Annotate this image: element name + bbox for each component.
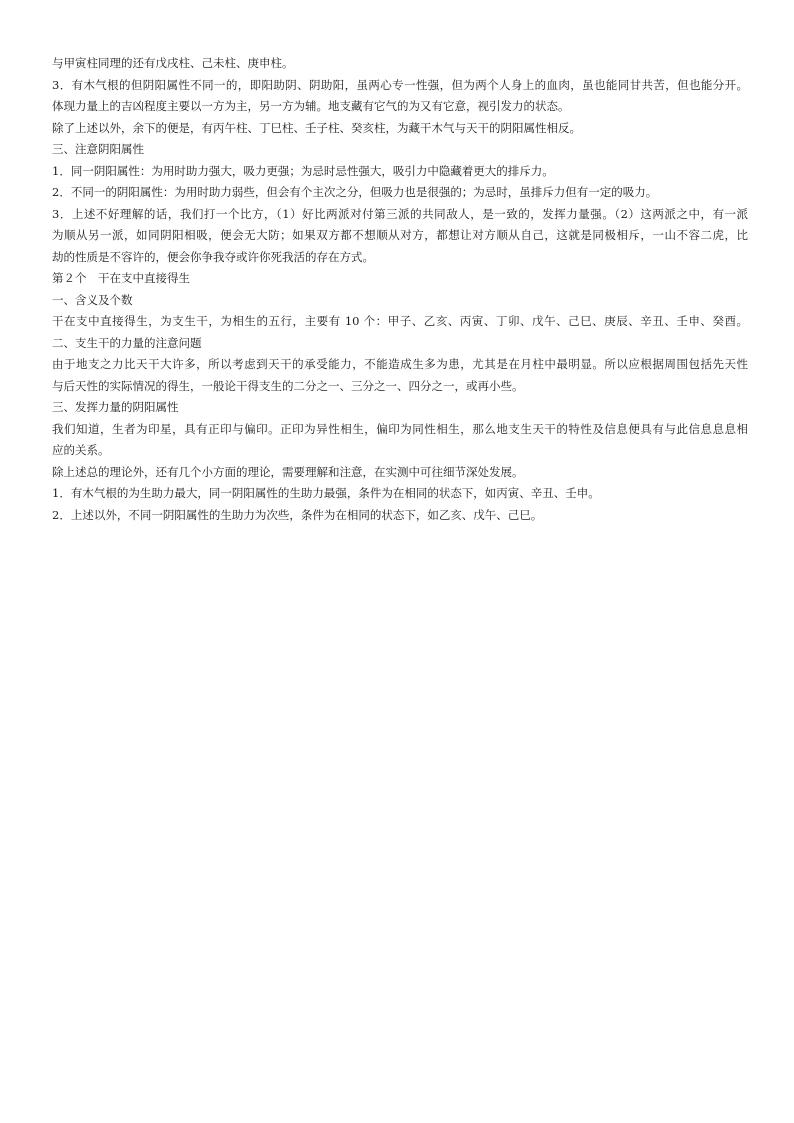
text-line: 为顺从另一派，如同阴阳相吸，便会无大防；如果双方都不想顺从对方，都想让对方顺从自己，这就是同极相斥，一山不容二虎，比: [52, 228, 748, 242]
text-line: 除上述总的理论外，还有几个小方面的理论，需要理解和注意，在实测中可往细节深处发展。: [52, 464, 524, 479]
section-heading: 一、含义及个数: [52, 292, 133, 307]
text-line: 3．上述不好理解的话，我们打一个比方，（1）好比两派对付第三派的共同敌人，是一致的，发挥力量强。（2）这两派之中，有一派: [52, 206, 748, 221]
section-heading: 三、注意阴阳属性: [52, 142, 144, 156]
chapter-heading: 第２个 干在支中直接得生: [52, 271, 190, 285]
text-line: 劫的性质是不容许的，便会你争我夺或许你死我活的存在方式。: [52, 249, 374, 264]
text-line: 我们知道，生者为印星，具有正印与偏印。正印为异性相生，偏印为同性相生，那么地支生天干的特性及信息便具有与此信息息息相: [52, 421, 748, 436]
text-line: 与后天性的实际情况的得生，一般论干得支生的二分之一、三分之一、四分之一，或再小些。: [52, 378, 524, 393]
section-heading: 三、发挥力量的阴阳属性: [52, 400, 179, 414]
text-line: 1．同一阴阳属性：为用时助力强大，吸力更强；为忌时忌性强大，吸引力中隐藏着更大的排斥力。: [52, 163, 554, 178]
text-line: 除了上述以外，余下的便是，有丙午柱、丁巳柱、壬子柱、癸亥柱，为藏干木气与天干的阴阳属性相反。: [52, 120, 581, 135]
text-line: 干在支中直接得生，为支生干，为相生的五行，主要有 10 个：甲子、乙亥、丙寅、丁卯、戊午、己巳、庚辰、辛丑、壬申、癸酉。: [52, 314, 748, 328]
text-line: 由于地支之力比天干大许多，所以考虑到天干的承受能力，不能造成生多为患，尤其是在月柱中最明显。所以应根据周围包括先天性: [52, 357, 748, 371]
text-line: 与甲寅柱同理的还有戊戌柱、己未柱、庚申柱。: [52, 56, 294, 70]
text-line: 1．有木气根的为生助力最大，同一阴阳属性的生助力最强，条件为在相同的状态下，如丙寅、辛丑、壬申。: [52, 486, 600, 500]
section-heading: 二、支生干的力量的注意问题: [52, 335, 202, 350]
document-page: [52, 53, 748, 526]
text-line: 2．上述以外，不同一阴阳属性的生助力为次些，条件为在相同的状态下，如乙亥、戊午、己巳。: [52, 507, 543, 522]
text-line: 2．不同一的阴阳属性：为用时助力弱些，但会有个主次之分，但吸力也是很强的；为忌时，虽排斥力但有一定的吸力。: [52, 185, 658, 199]
text-line: 应的关系。: [52, 443, 110, 457]
text-line: 体现力量上的吉凶程度主要以一方为主，另一方为辅。地支藏有它气的为又有它意，视引发力的状态。: [52, 99, 570, 113]
text-line: 3．有木气根的但阴阳属性不同一的，即阳助阴、阴助阳，虽两心专一性强，但为两个人身上的血肉，虽也能同甘共苦，但也能分开。: [52, 77, 748, 92]
